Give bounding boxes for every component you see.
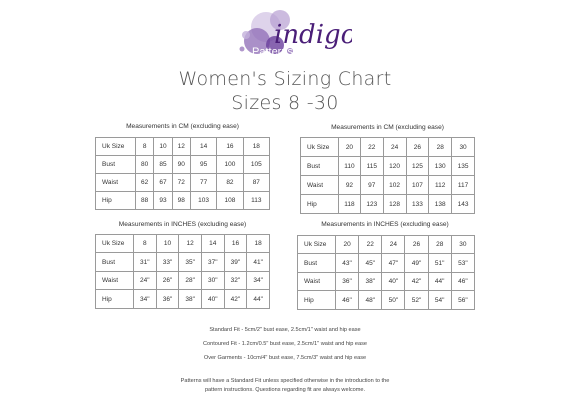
- table-cell: 30: [452, 138, 475, 157]
- table-cell: 54": [428, 291, 451, 310]
- table-cell: 42": [405, 273, 428, 291]
- table-cell: 45": [359, 254, 382, 273]
- table-cell: 37": [201, 253, 224, 272]
- table-row: [96, 174, 270, 192]
- page-title: Women's Sizing Chart: [178, 68, 392, 90]
- table-cell: 52": [405, 291, 428, 310]
- footer-line-2: pattern instructions. Questions regarding fit are always welcome.: [204, 387, 366, 393]
- table-row: [96, 192, 270, 210]
- table-cell: 14: [201, 235, 224, 253]
- footer-line-1: Patterns will have a Standard Fit unless specified otherwise in the introduction to the: [180, 378, 390, 384]
- table-cell: 24: [383, 138, 406, 157]
- table-cell: 77: [190, 174, 216, 192]
- table-cell: 115: [360, 157, 383, 176]
- table-cell: 125: [406, 157, 429, 176]
- logo-wordmark: indigo: [274, 20, 352, 50]
- table-cell: 40": [382, 273, 405, 291]
- table-cell: 112: [429, 176, 452, 195]
- row-label-cell: Hip: [96, 192, 136, 210]
- table-cell: 49": [405, 254, 428, 273]
- table-header-row: [96, 235, 270, 253]
- size-table-inches-20-30: [297, 235, 475, 310]
- table-cell: 20: [336, 236, 359, 254]
- size-table-cm-20-30: [300, 137, 475, 214]
- table-caption-inches-right: Measurements in INCHES (excluding ease): [321, 221, 449, 228]
- row-label-cell: Bust: [301, 157, 339, 176]
- table-row: [96, 253, 270, 272]
- table-cell: 120: [383, 157, 406, 176]
- table-cell: 108: [217, 192, 243, 210]
- table-cell: 95: [190, 156, 216, 174]
- table-cell: 98: [172, 192, 190, 210]
- table-row: [298, 291, 475, 310]
- table-cell: 28: [428, 236, 451, 254]
- table-cell: 12: [179, 235, 202, 253]
- table-cell: 10: [154, 138, 172, 156]
- table-cell: 28: [429, 138, 452, 157]
- row-label-cell: Bust: [96, 156, 136, 174]
- table-cell: 82: [217, 174, 243, 192]
- table-caption-cm-right: Measurements in CM (excluding ease): [331, 124, 444, 131]
- table-cell: 14: [190, 138, 216, 156]
- table-cell: 30: [451, 236, 474, 254]
- table-cell: 22: [360, 138, 383, 157]
- table-cell: 105: [243, 156, 269, 174]
- table-cell: 118: [339, 195, 361, 214]
- page-subtitle: Sizes 8 -30: [231, 92, 339, 114]
- table-cell: 38": [359, 273, 382, 291]
- table-cell: 133: [406, 195, 429, 214]
- table-cell: 113: [243, 192, 269, 210]
- table-cell: 130: [429, 157, 452, 176]
- logo-subword: Patterns: [252, 46, 293, 58]
- table-cell: 138: [429, 195, 452, 214]
- size-table-inches-8-18: [95, 234, 270, 309]
- table-cell: 50": [382, 291, 405, 310]
- table-cell: 34": [134, 290, 157, 309]
- table-cell: 39": [224, 253, 247, 272]
- row-label-cell: Bust: [298, 254, 336, 273]
- table-cell: 135: [452, 157, 475, 176]
- table-cell: 26: [405, 236, 428, 254]
- table-cell: 46": [451, 273, 474, 291]
- table-cell: 110: [339, 157, 361, 176]
- table-cell: 46": [336, 291, 359, 310]
- table-row: [96, 290, 270, 309]
- table-cell: 92: [339, 176, 361, 195]
- table-header-row: [298, 236, 475, 254]
- table-cell: 93: [154, 192, 172, 210]
- table-row: [301, 176, 475, 195]
- table-row: [301, 157, 475, 176]
- row-label-cell: Hip: [96, 290, 134, 309]
- table-cell: 128: [383, 195, 406, 214]
- row-label-cell: Waist: [96, 272, 134, 290]
- table-row: [301, 195, 475, 214]
- table-cell: 36": [156, 290, 179, 309]
- row-label-cell: Bust: [96, 253, 134, 272]
- row-label-cell: Waist: [298, 273, 336, 291]
- table-cell: 88: [136, 192, 154, 210]
- table-cell: 18: [247, 235, 270, 253]
- table-cell: 90: [172, 156, 190, 174]
- table-cell: 103: [190, 192, 216, 210]
- table-cell: 30": [201, 272, 224, 290]
- row-label-cell: Hip: [301, 195, 339, 214]
- table-cell: 43": [336, 254, 359, 273]
- table-cell: 48": [359, 291, 382, 310]
- table-cell: 16: [224, 235, 247, 253]
- table-cell: 24: [382, 236, 405, 254]
- table-cell: 12: [172, 138, 190, 156]
- note-standard-fit: Standard Fit - 5cm/2" bust ease, 2.5cm/1" waist and hip ease: [209, 327, 361, 333]
- table-cell: 36": [336, 273, 359, 291]
- row-label-cell: Hip: [298, 291, 336, 310]
- table-cell: 72: [172, 174, 190, 192]
- table-cell: 31": [134, 253, 157, 272]
- note-contoured-fit: Contoured Fit - 1.2cm/0.5" bust ease, 2.5cm/1" waist and hip ease: [202, 341, 368, 347]
- table-cell: 85: [154, 156, 172, 174]
- table-cell: 67: [154, 174, 172, 192]
- table-cell: 41": [247, 253, 270, 272]
- table-caption-inches-left: Measurements in INCHES (excluding ease): [118, 221, 247, 228]
- table-cell: 42": [224, 290, 247, 309]
- table-cell: 56": [451, 291, 474, 310]
- table-cell: 33": [156, 253, 179, 272]
- row-label-cell: Uk Size: [301, 138, 339, 157]
- row-label-cell: Uk Size: [96, 138, 136, 156]
- table-cell: 10: [156, 235, 179, 253]
- brand-logo: [222, 5, 352, 65]
- table-cell: 20: [339, 138, 361, 157]
- footer-note: [155, 377, 415, 395]
- table-cell: 35": [179, 253, 202, 272]
- table-cell: 80: [136, 156, 154, 174]
- table-cell: 117: [452, 176, 475, 195]
- table-row: [298, 254, 475, 273]
- table-cell: 8: [136, 138, 154, 156]
- row-label-cell: Uk Size: [298, 236, 336, 254]
- table-header-row: [301, 138, 475, 157]
- row-label-cell: Waist: [301, 176, 339, 195]
- table-cell: 26": [156, 272, 179, 290]
- table-cell: 53": [451, 254, 474, 273]
- table-cell: 102: [383, 176, 406, 195]
- table-cell: 100: [217, 156, 243, 174]
- table-cell: 143: [452, 195, 475, 214]
- table-cell: 44": [247, 290, 270, 309]
- table-caption-cm-left: Measurements in CM (excluding ease): [126, 123, 239, 130]
- table-cell: 32": [224, 272, 247, 290]
- table-cell: 8: [134, 235, 157, 253]
- table-cell: 62: [136, 174, 154, 192]
- table-cell: 28": [179, 272, 202, 290]
- table-cell: 38": [179, 290, 202, 309]
- table-header-row: [96, 138, 270, 156]
- table-row: [96, 156, 270, 174]
- table-row: [96, 272, 270, 290]
- table-cell: 87: [243, 174, 269, 192]
- row-label-cell: Uk Size: [96, 235, 134, 253]
- table-cell: 107: [406, 176, 429, 195]
- table-cell: 18: [243, 138, 269, 156]
- table-cell: 40": [201, 290, 224, 309]
- table-cell: 22: [359, 236, 382, 254]
- table-cell: 47": [382, 254, 405, 273]
- row-label-cell: Waist: [96, 174, 136, 192]
- table-cell: 16: [217, 138, 243, 156]
- table-row: [298, 273, 475, 291]
- table-cell: 24": [134, 272, 157, 290]
- note-over-garments: Over Garments - 10cm/4" bust ease, 7.5cm/3" waist and hip ease: [203, 355, 367, 361]
- table-cell: 44": [428, 273, 451, 291]
- table-cell: 97: [360, 176, 383, 195]
- table-cell: 34": [247, 272, 270, 290]
- table-cell: 26: [406, 138, 429, 157]
- table-cell: 51": [428, 254, 451, 273]
- size-table-cm-8-18: [95, 137, 270, 210]
- table-cell: 123: [360, 195, 383, 214]
